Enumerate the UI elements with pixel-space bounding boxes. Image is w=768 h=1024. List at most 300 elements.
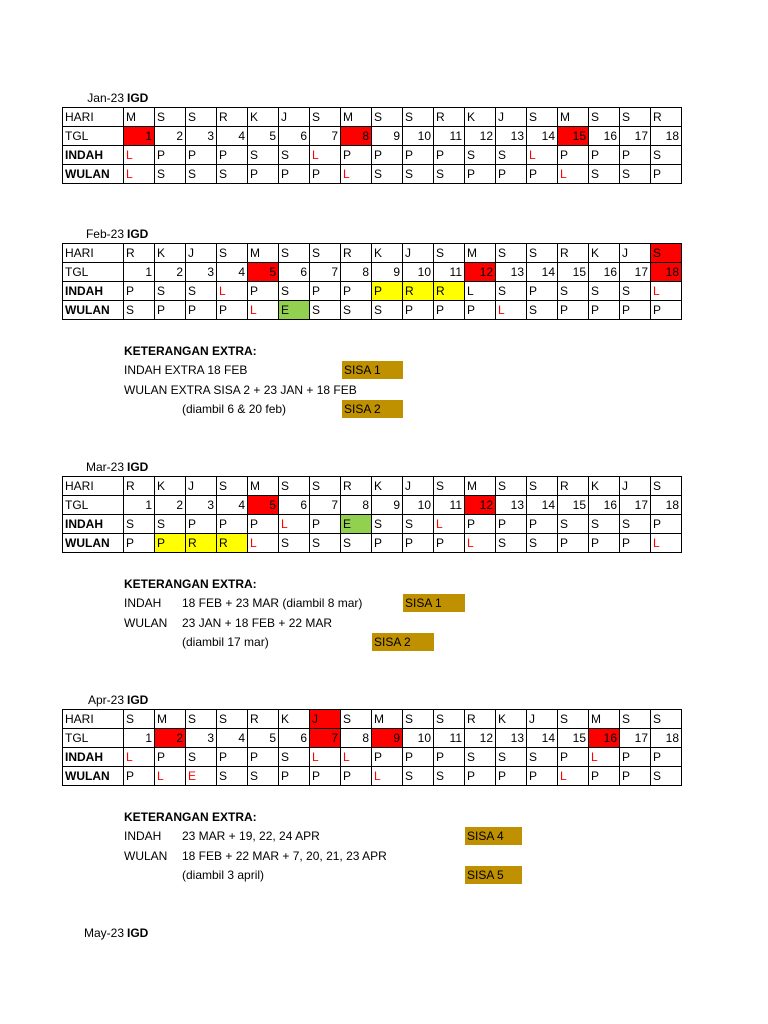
- table-cell: P: [372, 146, 403, 165]
- table-cell: P: [341, 282, 372, 301]
- table-cell: L: [558, 165, 589, 184]
- table-cell: P: [279, 165, 310, 184]
- table-cell: L: [465, 534, 496, 553]
- table-row-indah: [63, 282, 682, 301]
- table-cell: P: [248, 282, 279, 301]
- table-cell: S: [248, 146, 279, 165]
- sisa-badge: SISA 4: [465, 827, 522, 845]
- table-cell: 5: [248, 263, 279, 282]
- table-cell: P: [248, 748, 279, 767]
- table-cell: L: [310, 748, 341, 767]
- table-cell: 12: [465, 496, 496, 515]
- table-cell: P: [434, 146, 465, 165]
- note-line: WULAN EXTRA SISA 2 + 23 JAN + 18 FEB: [124, 383, 357, 397]
- table-row-tgl: [63, 263, 682, 282]
- table-cell: 4: [217, 263, 248, 282]
- table-cell: P: [434, 534, 465, 553]
- table-cell: 8: [341, 127, 372, 146]
- row-label: HARI: [63, 244, 124, 263]
- table-cell: P: [527, 767, 558, 786]
- table-cell: P: [186, 301, 217, 320]
- note-line: (diambil 6 & 20 feb): [182, 402, 287, 416]
- table-cell: J: [620, 244, 651, 263]
- table-cell: R: [217, 534, 248, 553]
- schedule-table-jan: [62, 107, 682, 184]
- table-cell: S: [279, 534, 310, 553]
- table-cell: P: [124, 282, 155, 301]
- table-cell: 17: [620, 127, 651, 146]
- table-cell: R: [124, 244, 155, 263]
- table-cell: P: [558, 748, 589, 767]
- table-cell: S: [186, 165, 217, 184]
- month-title-may: [62, 925, 162, 941]
- table-cell: 12: [465, 263, 496, 282]
- table-cell: P: [434, 301, 465, 320]
- table-cell: M: [589, 710, 620, 729]
- table-cell: 16: [589, 127, 620, 146]
- table-cell: P: [651, 515, 682, 534]
- table-cell: 18: [651, 263, 682, 282]
- table-cell: 7: [310, 263, 341, 282]
- table-cell: 14: [527, 127, 558, 146]
- note-name: INDAH: [124, 596, 162, 610]
- table-cell: K: [155, 477, 186, 496]
- table-cell: P: [310, 767, 341, 786]
- table-cell: R: [434, 282, 465, 301]
- note-line: (diambil 17 mar): [182, 635, 269, 649]
- table-cell: S: [155, 108, 186, 127]
- table-cell: E: [279, 301, 310, 320]
- table-cell: 2: [155, 263, 186, 282]
- table-cell: M: [465, 477, 496, 496]
- table-cell: S: [651, 710, 682, 729]
- table-cell: 6: [279, 263, 310, 282]
- table-cell: 12: [465, 127, 496, 146]
- table-cell: S: [372, 165, 403, 184]
- unit-label: IGD: [127, 926, 149, 940]
- table-cell: K: [589, 244, 620, 263]
- table-cell: P: [248, 165, 279, 184]
- table-cell: L: [465, 282, 496, 301]
- table-cell: 3: [186, 729, 217, 748]
- table-cell: K: [155, 244, 186, 263]
- table-cell: R: [341, 244, 372, 263]
- row-label: HARI: [63, 710, 124, 729]
- table-row-hari: [63, 710, 682, 729]
- table-cell: S: [651, 244, 682, 263]
- table-cell: R: [558, 244, 589, 263]
- table-cell: S: [558, 515, 589, 534]
- table-cell: S: [279, 282, 310, 301]
- table-row-hari: [63, 477, 682, 496]
- table-cell: S: [496, 244, 527, 263]
- table-cell: K: [496, 710, 527, 729]
- table-cell: P: [589, 534, 620, 553]
- table-cell: P: [496, 165, 527, 184]
- table-cell: 18: [651, 729, 682, 748]
- table-cell: 1: [124, 729, 155, 748]
- table-cell: P: [372, 748, 403, 767]
- table-cell: S: [496, 282, 527, 301]
- table-cell: 12: [465, 729, 496, 748]
- table-cell: P: [155, 146, 186, 165]
- table-cell: R: [434, 108, 465, 127]
- table-cell: L: [527, 146, 558, 165]
- table-cell: L: [124, 146, 155, 165]
- table-cell: S: [527, 244, 558, 263]
- table-cell: S: [434, 710, 465, 729]
- table-cell: 18: [651, 496, 682, 515]
- table-cell: R: [651, 108, 682, 127]
- table-row-tgl: [63, 496, 682, 515]
- notes-header-mar: KETERANGAN EXTRA:: [124, 577, 257, 591]
- table-cell: 9: [372, 496, 403, 515]
- note-line: 23 JAN + 18 FEB + 22 MAR: [182, 616, 333, 630]
- table-cell: P: [310, 515, 341, 534]
- table-cell: S: [217, 244, 248, 263]
- table-cell: M: [558, 108, 589, 127]
- table-cell: S: [403, 710, 434, 729]
- table-cell: P: [651, 748, 682, 767]
- table-cell: S: [527, 477, 558, 496]
- table-cell: M: [372, 710, 403, 729]
- table-cell: 9: [372, 127, 403, 146]
- table-cell: P: [589, 301, 620, 320]
- table-row-wulan: [63, 767, 682, 786]
- month-title-jan: [62, 90, 162, 106]
- table-cell: S: [651, 146, 682, 165]
- table-row-indah: [63, 748, 682, 767]
- table-cell: S: [434, 165, 465, 184]
- table-cell: E: [341, 515, 372, 534]
- table-cell: 16: [589, 729, 620, 748]
- table-cell: J: [403, 244, 434, 263]
- table-cell: L: [248, 534, 279, 553]
- sisa-badge: SISA 5: [465, 866, 522, 884]
- table-cell: 6: [279, 127, 310, 146]
- month-label: Apr-23: [87, 693, 124, 707]
- table-cell: S: [651, 477, 682, 496]
- table-row-wulan: [63, 165, 682, 184]
- table-cell: L: [155, 767, 186, 786]
- table-cell: S: [217, 477, 248, 496]
- table-cell: P: [496, 767, 527, 786]
- table-cell: P: [248, 515, 279, 534]
- unit-label: IGD: [127, 227, 149, 241]
- table-cell: L: [217, 282, 248, 301]
- table-cell: 15: [558, 729, 589, 748]
- table-cell: P: [527, 165, 558, 184]
- table-cell: S: [465, 748, 496, 767]
- table-cell: 6: [279, 496, 310, 515]
- table-cell: P: [217, 301, 248, 320]
- table-cell: P: [217, 748, 248, 767]
- table-cell: P: [341, 767, 372, 786]
- table-cell: 11: [434, 729, 465, 748]
- note-line: 23 MAR + 19, 22, 24 APR: [182, 829, 320, 843]
- month-title-apr: [62, 692, 162, 708]
- row-label: WULAN: [63, 767, 124, 786]
- table-cell: P: [620, 301, 651, 320]
- table-cell: P: [372, 282, 403, 301]
- row-label: WULAN: [63, 165, 124, 184]
- table-cell: S: [434, 767, 465, 786]
- table-cell: S: [620, 108, 651, 127]
- table-cell: S: [124, 710, 155, 729]
- table-cell: M: [248, 244, 279, 263]
- table-cell: L: [279, 515, 310, 534]
- table-cell: 4: [217, 127, 248, 146]
- table-cell: R: [403, 282, 434, 301]
- table-cell: P: [124, 534, 155, 553]
- table-cell: L: [558, 767, 589, 786]
- table-cell: P: [310, 282, 341, 301]
- table-cell: 13: [496, 127, 527, 146]
- table-cell: 11: [434, 263, 465, 282]
- table-cell: 15: [558, 496, 589, 515]
- table-row-hari: [63, 244, 682, 263]
- table-cell: S: [124, 301, 155, 320]
- table-cell: P: [589, 146, 620, 165]
- table-cell: M: [465, 244, 496, 263]
- table-cell: 1: [124, 127, 155, 146]
- table-cell: R: [248, 710, 279, 729]
- table-cell: K: [248, 108, 279, 127]
- table-cell: S: [527, 534, 558, 553]
- row-label: WULAN: [63, 301, 124, 320]
- table-cell: K: [279, 710, 310, 729]
- table-cell: S: [155, 282, 186, 301]
- table-cell: S: [589, 165, 620, 184]
- table-cell: S: [496, 534, 527, 553]
- table-row-tgl: [63, 127, 682, 146]
- table-cell: P: [186, 146, 217, 165]
- table-cell: 18: [651, 127, 682, 146]
- table-cell: R: [124, 477, 155, 496]
- note-line: 18 FEB + 22 MAR + 7, 20, 21, 23 APR: [182, 849, 387, 863]
- table-cell: S: [527, 301, 558, 320]
- table-cell: 14: [527, 496, 558, 515]
- table-cell: 14: [527, 729, 558, 748]
- table-cell: M: [248, 477, 279, 496]
- table-cell: S: [186, 108, 217, 127]
- row-label: INDAH: [63, 282, 124, 301]
- table-cell: 1: [124, 263, 155, 282]
- table-cell: 14: [527, 263, 558, 282]
- table-cell: S: [248, 767, 279, 786]
- table-cell: S: [155, 165, 186, 184]
- table-cell: S: [310, 108, 341, 127]
- table-row-hari: [63, 108, 682, 127]
- table-cell: P: [465, 767, 496, 786]
- table-cell: K: [465, 108, 496, 127]
- table-cell: L: [651, 534, 682, 553]
- schedule-table-mar: [62, 476, 682, 553]
- table-cell: S: [217, 767, 248, 786]
- table-cell: 8: [341, 263, 372, 282]
- table-cell: S: [279, 748, 310, 767]
- table-cell: P: [403, 748, 434, 767]
- table-cell: J: [620, 477, 651, 496]
- table-cell: 2: [155, 127, 186, 146]
- table-cell: 5: [248, 127, 279, 146]
- row-label: HARI: [63, 477, 124, 496]
- table-row-indah: [63, 515, 682, 534]
- table-cell: P: [620, 534, 651, 553]
- table-cell: K: [589, 477, 620, 496]
- note-name: WULAN: [124, 616, 168, 630]
- table-cell: P: [372, 534, 403, 553]
- note-line: (diambil 3 april): [182, 868, 265, 882]
- table-cell: 3: [186, 263, 217, 282]
- table-cell: S: [403, 767, 434, 786]
- table-cell: R: [341, 477, 372, 496]
- table-cell: K: [372, 477, 403, 496]
- table-cell: P: [558, 146, 589, 165]
- table-cell: P: [124, 767, 155, 786]
- table-cell: S: [155, 515, 186, 534]
- table-cell: S: [372, 301, 403, 320]
- table-cell: 4: [217, 729, 248, 748]
- month-label: Jan-23: [87, 91, 124, 105]
- table-cell: S: [279, 477, 310, 496]
- table-row-wulan: [63, 301, 682, 320]
- table-cell: 13: [496, 496, 527, 515]
- table-cell: 10: [403, 127, 434, 146]
- table-cell: L: [341, 165, 372, 184]
- table-cell: L: [496, 301, 527, 320]
- table-cell: P: [651, 165, 682, 184]
- table-cell: 9: [372, 729, 403, 748]
- table-cell: 8: [341, 496, 372, 515]
- table-cell: S: [279, 146, 310, 165]
- table-cell: S: [589, 108, 620, 127]
- row-label: HARI: [63, 108, 124, 127]
- table-cell: P: [155, 301, 186, 320]
- note-line: INDAH EXTRA 18 FEB: [124, 363, 248, 377]
- table-cell: S: [589, 515, 620, 534]
- table-cell: 7: [310, 127, 341, 146]
- table-cell: P: [527, 282, 558, 301]
- table-cell: 5: [248, 729, 279, 748]
- table-cell: R: [558, 477, 589, 496]
- table-cell: 16: [589, 496, 620, 515]
- table-cell: 2: [155, 496, 186, 515]
- table-cell: 11: [434, 496, 465, 515]
- month-title-feb: [62, 226, 162, 242]
- table-cell: 5: [248, 496, 279, 515]
- table-cell: 7: [310, 729, 341, 748]
- row-label: TGL: [63, 496, 124, 515]
- unit-label: IGD: [127, 460, 149, 474]
- table-cell: P: [186, 515, 217, 534]
- sisa-badge: SISA 1: [403, 594, 465, 612]
- table-cell: 17: [620, 263, 651, 282]
- table-cell: S: [310, 244, 341, 263]
- table-cell: P: [651, 301, 682, 320]
- table-cell: P: [341, 146, 372, 165]
- table-row-tgl: [63, 729, 682, 748]
- table-cell: S: [620, 515, 651, 534]
- table-cell: P: [465, 165, 496, 184]
- notes-header-feb: KETERANGAN EXTRA:: [124, 344, 257, 358]
- table-cell: S: [372, 515, 403, 534]
- table-cell: 17: [620, 729, 651, 748]
- table-cell: 13: [496, 263, 527, 282]
- sisa-badge: SISA 2: [342, 400, 403, 418]
- table-cell: R: [186, 534, 217, 553]
- table-cell: 15: [558, 263, 589, 282]
- table-cell: 4: [217, 496, 248, 515]
- month-label: May-23: [83, 926, 124, 940]
- table-cell: 13: [496, 729, 527, 748]
- table-cell: S: [527, 108, 558, 127]
- table-cell: 10: [403, 496, 434, 515]
- table-cell: J: [403, 477, 434, 496]
- table-cell: 6: [279, 729, 310, 748]
- month-label: Feb-23: [85, 227, 124, 241]
- table-cell: S: [558, 710, 589, 729]
- table-cell: L: [341, 748, 372, 767]
- table-cell: S: [217, 165, 248, 184]
- table-cell: P: [155, 748, 186, 767]
- note-name: WULAN: [124, 849, 168, 863]
- table-cell: L: [372, 767, 403, 786]
- row-label: INDAH: [63, 748, 124, 767]
- table-cell: S: [496, 477, 527, 496]
- unit-label: IGD: [127, 693, 149, 707]
- row-label: TGL: [63, 127, 124, 146]
- table-cell: 16: [589, 263, 620, 282]
- table-cell: 1: [124, 496, 155, 515]
- table-cell: P: [496, 515, 527, 534]
- notes-header-apr: KETERANGAN EXTRA:: [124, 810, 257, 824]
- unit-label: IGD: [127, 91, 149, 105]
- table-cell: S: [186, 748, 217, 767]
- table-cell: P: [620, 146, 651, 165]
- table-cell: P: [217, 146, 248, 165]
- table-cell: P: [527, 515, 558, 534]
- note-line: 18 FEB + 23 MAR (diambil 8 mar): [182, 596, 363, 610]
- table-cell: 3: [186, 127, 217, 146]
- table-cell: P: [403, 146, 434, 165]
- table-cell: S: [403, 515, 434, 534]
- table-cell: S: [527, 748, 558, 767]
- table-cell: S: [558, 282, 589, 301]
- table-cell: S: [310, 301, 341, 320]
- row-label: INDAH: [63, 515, 124, 534]
- table-cell: P: [620, 748, 651, 767]
- table-cell: 9: [372, 263, 403, 282]
- table-cell: S: [434, 477, 465, 496]
- table-cell: S: [186, 282, 217, 301]
- table-cell: J: [186, 477, 217, 496]
- table-row-wulan: [63, 534, 682, 553]
- row-label: INDAH: [63, 146, 124, 165]
- table-cell: 11: [434, 127, 465, 146]
- table-cell: L: [124, 165, 155, 184]
- table-row-indah: [63, 146, 682, 165]
- table-cell: L: [651, 282, 682, 301]
- schedule-table-feb: [62, 243, 682, 320]
- table-cell: S: [496, 748, 527, 767]
- table-cell: S: [620, 282, 651, 301]
- table-cell: S: [620, 165, 651, 184]
- table-cell: P: [310, 165, 341, 184]
- table-cell: R: [465, 710, 496, 729]
- table-cell: P: [620, 767, 651, 786]
- table-cell: M: [341, 108, 372, 127]
